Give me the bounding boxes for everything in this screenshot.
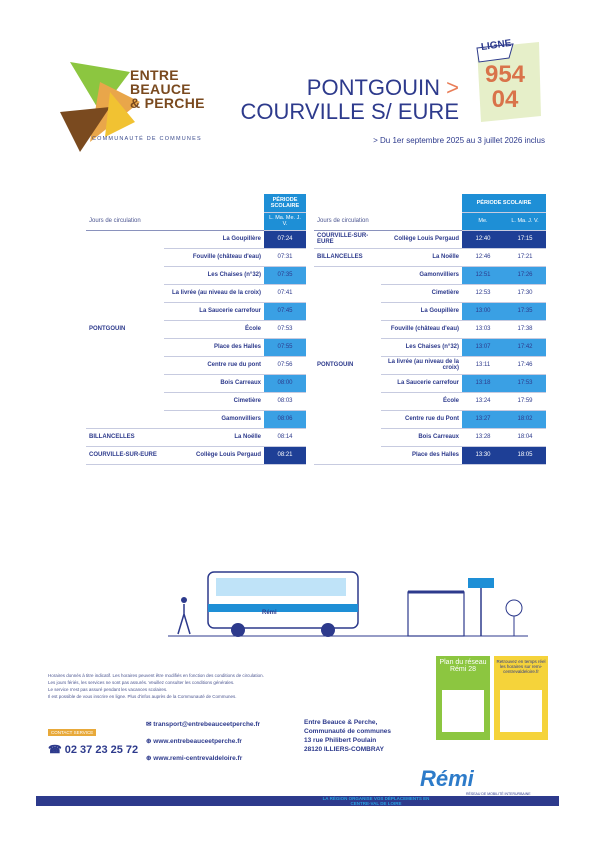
- time-cell: 17:35: [504, 302, 546, 320]
- time-cell: 07:53: [264, 320, 306, 338]
- validity-date: > Du 1er septembre 2025 au 3 juillet 2026 inclus: [373, 136, 545, 145]
- note-3: Le service n'est pas assuré pendant les vacances scolaires.: [48, 687, 168, 692]
- contact-links: [146, 716, 260, 767]
- time-cell: 13:18: [462, 374, 504, 392]
- web-link-1[interactable]: www.entrebeauceetperche.fr: [153, 738, 242, 745]
- email-icon: ✉: [146, 721, 154, 728]
- time-cell: 17:15: [504, 230, 546, 248]
- address-line-2: Communauté de communes: [304, 728, 392, 735]
- time-cell: 12:51: [462, 266, 504, 284]
- time-cell: 08:14: [264, 428, 306, 446]
- commune-cell: COURVILLE-SUR-EURE: [86, 446, 164, 464]
- time-cell: 17:38: [504, 320, 546, 338]
- stop-name: Collège Louis Pergaud: [381, 230, 462, 248]
- stop-name: Fouville (château d'eau): [381, 320, 462, 338]
- stop-name: Les Chaises (n°32): [381, 338, 462, 356]
- stop-name: La livrée (au niveau de la croix): [164, 284, 264, 302]
- time-cell: 07:56: [264, 356, 306, 374]
- stop-name: La Goupillère: [381, 302, 462, 320]
- stop-name: Bois Carreaux: [381, 428, 462, 446]
- time-cell: 13:03: [462, 320, 504, 338]
- time-cell: 13:30: [462, 446, 504, 464]
- commune-cell: BILLANCELLES: [314, 248, 381, 266]
- time-cell: 07:45: [264, 302, 306, 320]
- line-badge: [473, 38, 545, 128]
- stop-name: École: [381, 392, 462, 410]
- stop-name: Bois Carreaux: [164, 374, 264, 392]
- qr-live-times[interactable]: [494, 656, 548, 740]
- time-cell: 13:28: [462, 428, 504, 446]
- time-cell: 17:46: [504, 356, 546, 374]
- note-1: Horaires donnés à titre indicatif. Les horaires peuvent être modifiés en fonction des conditions de circulation.: [48, 673, 264, 678]
- commune-cell: PONTGOUIN: [314, 266, 381, 464]
- stop-name: Cimetière: [164, 392, 264, 410]
- time-cell: 13:11: [462, 356, 504, 374]
- time-cell: 18:04: [504, 428, 546, 446]
- stop-name: Gamonvilliers: [164, 410, 264, 428]
- time-cell: 12:40: [462, 230, 504, 248]
- time-cell: 17:59: [504, 392, 546, 410]
- email-link[interactable]: transport@entrebeauceetperche.fr: [153, 721, 261, 728]
- bus-illustration: [168, 564, 528, 644]
- region-note: LA RÉGION ORGANISE VOS DÉPLACEMENTS EN CENTRE-VAL DE LOIRE: [322, 796, 430, 806]
- qr-title: Retrouvez en temps réel les horaires sur remi-centrevaldeloire.fr: [496, 659, 546, 674]
- time-cell: 08:00: [264, 374, 306, 392]
- content-sheet: [36, 36, 559, 796]
- time-cell: 07:24: [264, 230, 306, 248]
- qr-network-map[interactable]: [436, 656, 490, 740]
- logo-line3: & PERCHE: [130, 95, 205, 111]
- stop-name: La Noëlle: [164, 428, 264, 446]
- stop-name: Place des Halles: [381, 446, 462, 464]
- time-cell: 07:41: [264, 284, 306, 302]
- commune-cell: BILLANCELLES: [86, 428, 164, 446]
- qr-code-icon: [442, 690, 484, 732]
- table-row: [86, 446, 306, 464]
- logo-subtitle: COMMUNAUTÉ DE COMMUNES: [92, 136, 202, 142]
- period-header: PÉRIODE SCOLAIRE: [462, 194, 546, 213]
- web-link-2[interactable]: www.remi-centrevaldeloire.fr: [153, 755, 243, 762]
- table-row: [314, 248, 546, 266]
- note-4: Il est possible de vous inscrire en ligne. Plus d'infos auprès de la Communauté de Communes.: [48, 694, 237, 699]
- commune-cell: COURVILLE-SUR-EURE: [314, 230, 381, 248]
- line-number: [473, 62, 537, 112]
- phone-text: 02 37 23 25 72: [64, 744, 139, 756]
- contact-block: [48, 721, 138, 756]
- days-value: L. Ma. Me. J. V.: [264, 213, 306, 231]
- contact-label: CONTACT SERVICE: [48, 729, 96, 736]
- remi-logo: Rémi: [420, 766, 474, 791]
- table-row: [86, 230, 306, 248]
- stop-name: La livrée (au niveau de la croix): [381, 356, 462, 374]
- poster-board: [36, 36, 559, 806]
- time-cell: 17:42: [504, 338, 546, 356]
- route-title: [241, 76, 459, 124]
- table-row: [314, 230, 546, 248]
- address-line-3: 13 rue Philibert Poulain: [304, 737, 377, 744]
- qr-code-icon: [500, 690, 542, 732]
- commune-cell: PONTGOUIN: [86, 230, 164, 428]
- address-line-4: 28120 ILLIERS-COMBRAY: [304, 746, 384, 753]
- logo-line2: BEAUCE: [130, 81, 191, 97]
- line-number-main: 954: [484, 61, 526, 88]
- stop-name: La Noëlle: [381, 248, 462, 266]
- line-tag: LIGNE: [480, 37, 513, 54]
- timetable-outbound: [86, 194, 306, 465]
- table-row: [314, 266, 546, 284]
- stop-name: La Saucerie carrefour: [381, 374, 462, 392]
- time-cell: 08:21: [264, 446, 306, 464]
- address-line-1: Entre Beauce & Perche,: [304, 719, 378, 726]
- time-cell: 17:21: [504, 248, 546, 266]
- time-cell: 12:53: [462, 284, 504, 302]
- time-cell: 13:00: [462, 302, 504, 320]
- days-value-b: L. Ma. J. V.: [504, 213, 546, 231]
- notes: [48, 672, 428, 700]
- time-cell: 07:31: [264, 248, 306, 266]
- qr-title: Plan du réseau Rémi 28: [439, 659, 487, 673]
- title-destination: COURVILLE S/ EURE: [240, 99, 459, 124]
- time-cell: 17:53: [504, 374, 546, 392]
- days-value-a: Me.: [462, 213, 504, 231]
- stop-name: Centre rue du Pont: [381, 410, 462, 428]
- bus-brand: Rémi: [262, 610, 277, 616]
- time-cell: 13:24: [462, 392, 504, 410]
- stop-name: La Goupillère: [164, 230, 264, 248]
- time-cell: 07:55: [264, 338, 306, 356]
- days-label: Jours de circulation: [86, 213, 264, 231]
- time-cell: 17:30: [504, 284, 546, 302]
- time-cell: 17:26: [504, 266, 546, 284]
- time-cell: 13:27: [462, 410, 504, 428]
- time-cell: 08:03: [264, 392, 306, 410]
- line-number-sub: 04: [491, 86, 519, 113]
- time-cell: 18:02: [504, 410, 546, 428]
- stop-name: École: [164, 320, 264, 338]
- days-label: Jours de circulation: [314, 213, 462, 231]
- note-2: Les jours fériés, les services ne sont pas assurés. Veuillez consulter les conditions générales.: [48, 680, 235, 685]
- stop-name: Centre rue du pont: [164, 356, 264, 374]
- remi-subtitle: RÉSEAU DE MOBILITÉ INTERURBAINE: [466, 792, 531, 796]
- period-header: PÉRIODE SCOLAIRE: [264, 194, 306, 213]
- table-row: [86, 428, 306, 446]
- phone-number: [48, 743, 138, 756]
- title-arrow: >: [446, 75, 459, 100]
- stop-name: La Saucerie carrefour: [164, 302, 264, 320]
- time-cell: 07:35: [264, 266, 306, 284]
- web-icon: ⊕: [146, 755, 154, 762]
- title-origin: PONTGOUIN: [306, 75, 441, 100]
- time-cell: 08:06: [264, 410, 306, 428]
- stop-name: Fouville (château d'eau): [164, 248, 264, 266]
- time-cell: 12:46: [462, 248, 504, 266]
- address: [304, 718, 391, 754]
- stop-name: Cimetière: [381, 284, 462, 302]
- phone-icon: ☎: [48, 744, 65, 756]
- stop-name: Place des Halles: [164, 338, 264, 356]
- stop-name: Gamonvilliers: [381, 266, 462, 284]
- logo-line1: ENTRE: [130, 67, 179, 83]
- logo-wordmark: [130, 68, 205, 110]
- timetable-return: [314, 194, 546, 465]
- stop-name: Les Chaises (n°32): [164, 266, 264, 284]
- time-cell: 13:07: [462, 338, 504, 356]
- time-cell: 18:05: [504, 446, 546, 464]
- stop-name: Collège Louis Pergaud: [164, 446, 264, 464]
- web-icon: ⊕: [146, 738, 154, 745]
